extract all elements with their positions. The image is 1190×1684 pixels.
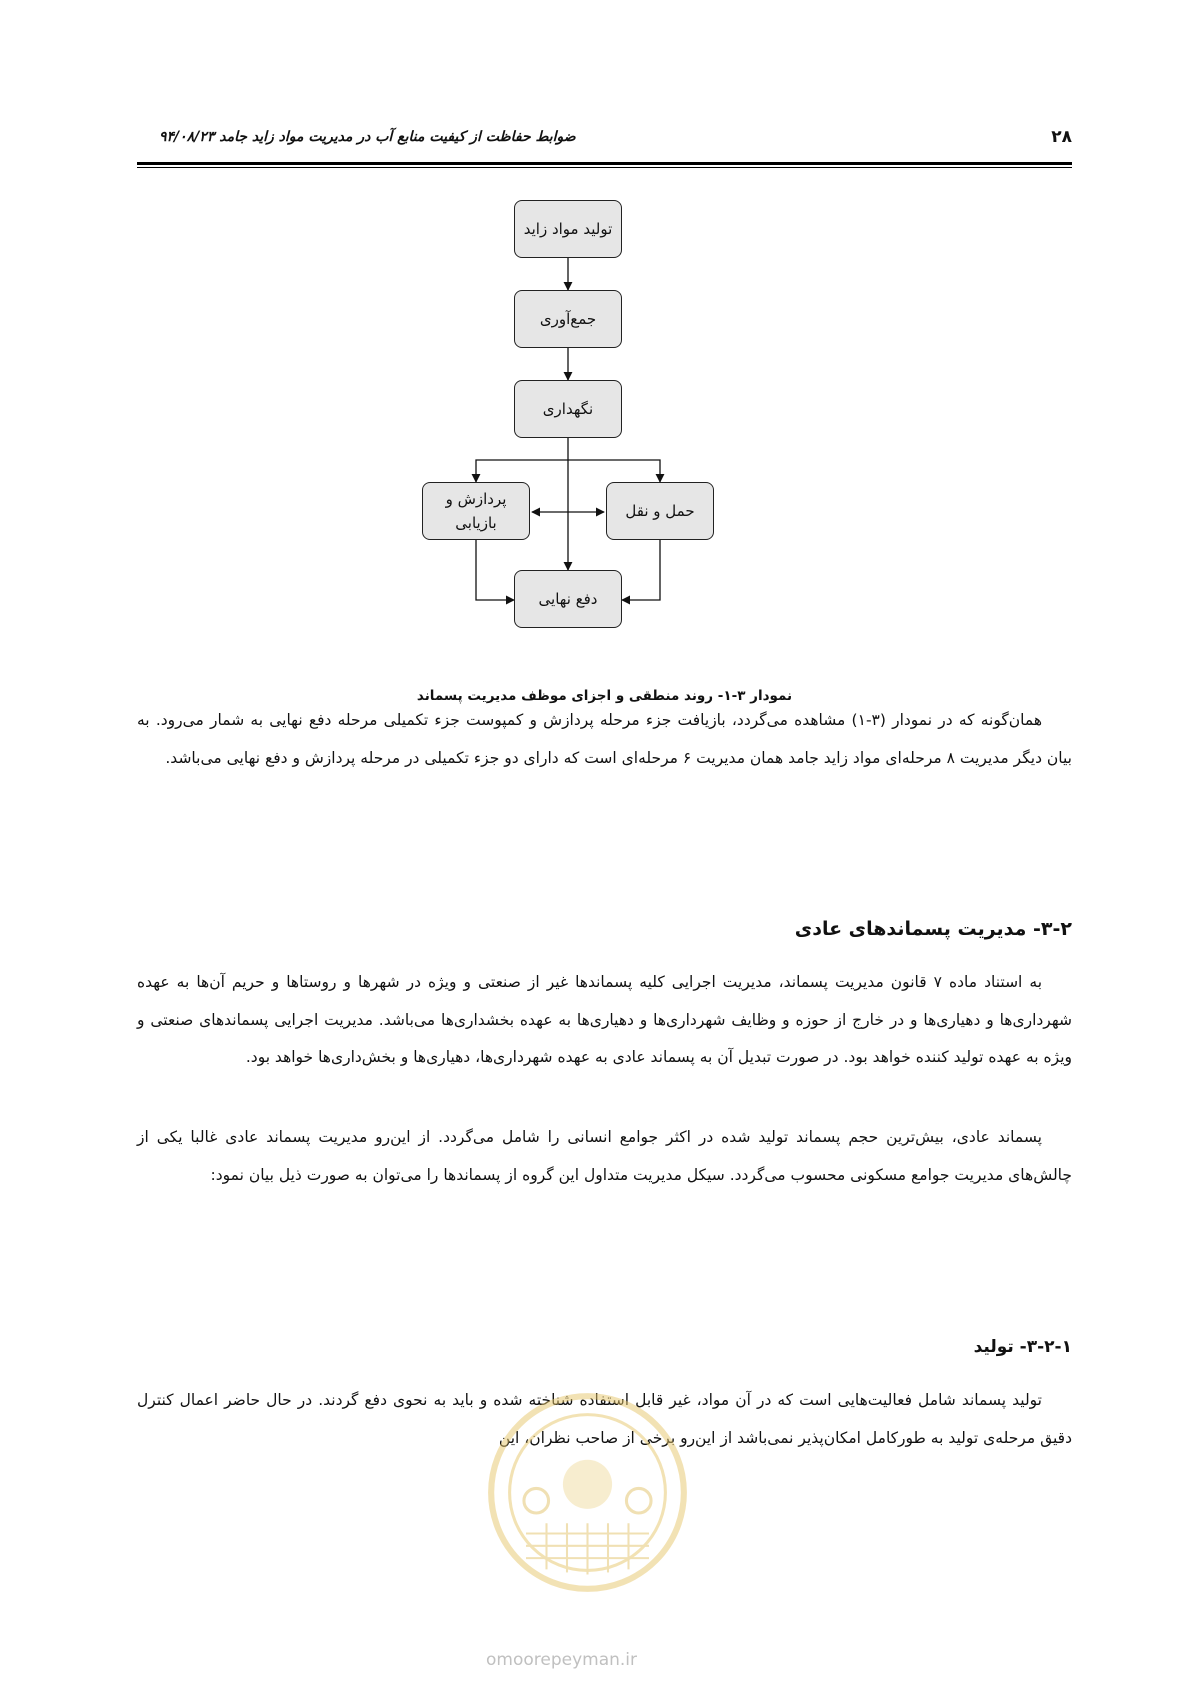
- node-storage: نگهداری: [514, 380, 622, 438]
- arrow-processing-to-disposal: [476, 540, 514, 600]
- figure-caption: نمودار ۳-۱- روند منطقی و اجزای موظف مدیریت پسماند: [416, 688, 793, 704]
- node-transport: حمل و نقل: [606, 482, 714, 540]
- node-disposal: دفع نهایی: [514, 570, 622, 628]
- paragraph-3: پسماند عادی، بیش‌ترین حجم پسماند تولید شده در اکثر جوامع انسانی را شامل می‌گردد. از این‌رو مدیریت پسماند عادی غالبا یکی از چالش‌های مدیریت جوامع مسکونی محسوب می‌گردد. سیکل مدیریت متداول این گروه از پسماندها را می‌توان به صورت ذیل بیان نمود:: [137, 1128, 1072, 1184]
- section-heading-3-2-1: ۳-۲-۱- تولید: [973, 1337, 1072, 1357]
- watermark-site: omoorepeyman.ir: [486, 1650, 638, 1670]
- arrow-branch-to-transport: [568, 460, 660, 482]
- node-collection: جمع‌آوری: [514, 290, 622, 348]
- node-generation: تولید مواد زاید: [514, 200, 622, 258]
- header-rule-thick: [137, 162, 1072, 165]
- arrow-branch-to-processing: [476, 460, 568, 482]
- document-date: ۹۴/۰۸/۲۳: [159, 129, 215, 145]
- page-number: ۲۸: [1051, 127, 1072, 147]
- running-title: [137, 129, 576, 145]
- paragraph-2: به استناد ماده ۷ قانون مدیریت پسماند، مدیریت اجرایی کلیه پسماندها غیر از صنعتی و ویژه در شهرها و روستاها و حریم آن‌ها به عهده شهرداری‌ها و دهیاری‌ها و در خارج از حوزه و وظایف شهرداری‌ها و دهیاری‌ها به عهده بخشداری‌ها می‌باشد. مدیریت اجرایی پسماندهای صنعتی و ویژه به عهده تولید کننده خواهد بود. در صورت تبدیل آن به پسماند عادی به عهده شهرداری‌ها، دهیاری‌ها و بخش‌داری‌ها خواهد بود.: [137, 973, 1072, 1066]
- section-heading-3-2: ۳-۲- مدیریت پسماندهای عادی: [794, 918, 1072, 940]
- paragraph-1: همان‌گونه که در نمودار (۳-۱) مشاهده می‌گردد، بازیافت جزء مرحله پردازش و کمپوست جزء تکمیلی مرحله دفع نهایی به شمار می‌رود. به بیان دیگر مدیریت ۸ مرحله‌ای مواد زاید جامد همان مدیریت ۶ مرحله‌ای است که دارای دو جزء تکمیلی در مرحله پردازش و دفع نهایی می‌باشد.: [137, 711, 1072, 767]
- header-rule-thin: [137, 167, 1072, 168]
- node-processing: [422, 482, 530, 540]
- arrow-transport-to-disposal: [622, 540, 660, 600]
- paragraph-4: تولید پسماند شامل فعالیت‌هایی است که در آن مواد، غیر قابل استفاده شناخته شده و باید به نحوی دفع گردند. در حال حاضر اعمال کنترل دقیق مرحله‌ی تولید به طورکامل امکان‌پذیر نمی‌باشد از این‌رو برخی از صاحب نظران، این: [137, 1391, 1072, 1447]
- page-header: [137, 127, 1072, 153]
- waste-management-flowchart: [440, 210, 780, 680]
- document-title: ضوابط حفاظت از کیفیت منابع آب در مدیریت مواد زاید جامد: [219, 129, 576, 145]
- node-processing-label: پردازش و بازیابی: [445, 490, 507, 532]
